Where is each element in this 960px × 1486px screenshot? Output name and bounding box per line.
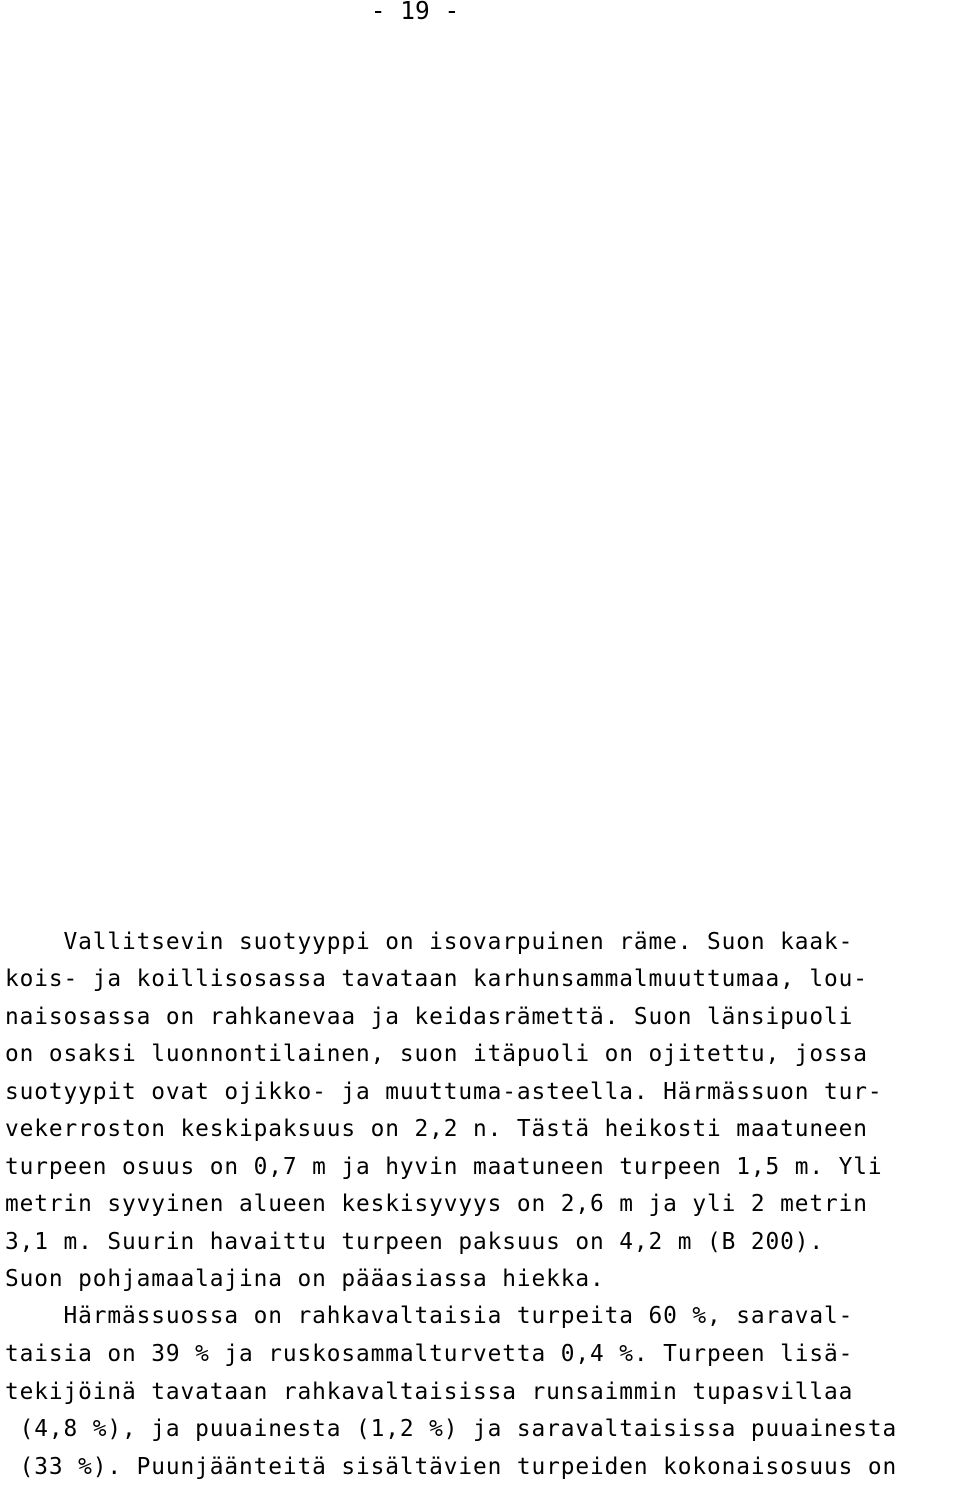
text-line: kois- ja koillisosassa tavataan karhunsammalmuuttumaa, lou-: [5, 966, 868, 992]
text-line: (4,8 %), ja puuainesta (1,2 %) ja saravaltaisissa puuainesta: [5, 1416, 898, 1442]
text-line: turpeen osuus on 0,7 m ja hyvin maatuneen turpeen 1,5 m. Yli: [5, 1154, 883, 1180]
text-line: taisia on 39 % ja ruskosammalturvetta 0,4 %. Turpeen lisä-: [5, 1341, 854, 1367]
text-line: tekijöinä tavataan rahkavaltaisissa runsaimmin tupasvillaa: [5, 1379, 854, 1405]
text-line: suotyypit ovat ojikko- ja muuttuma-asteella. Härmässuon tur-: [5, 1079, 883, 1105]
text-line: metrin syvyinen alueen keskisyvyys on 2,6 m ja yli 2 metrin: [5, 1191, 868, 1217]
page-number: - 19 -: [370, 0, 460, 25]
text-line: on osaksi luonnontilainen, suon itäpuoli on ojitettu, jossa: [5, 1041, 868, 1067]
text-line: naisosassa on rahkanevaa ja keidasrämettä. Suon länsipuoli: [5, 1004, 854, 1030]
text-line: Suon pohjamaalajina on pääasiassa hiekka.: [5, 1266, 605, 1292]
text-line: Härmässuossa on rahkavaltaisia turpeita 60 %, saraval-: [5, 1303, 854, 1329]
text-line: (33 %). Puunjäänteitä sisältävien turpeiden kokonaisosuus on: [5, 1454, 898, 1480]
text-line: vekerroston keskipaksuus on 2,2 n. Tästä heikosti maatuneen: [5, 1116, 868, 1142]
text-line: Vallitsevin suotyyppi on isovarpuinen räme. Suon kaak-: [5, 929, 854, 955]
text-line: 3,1 m. Suurin havaittu turpeen paksuus on 4,2 m (B 200).: [5, 1229, 824, 1255]
